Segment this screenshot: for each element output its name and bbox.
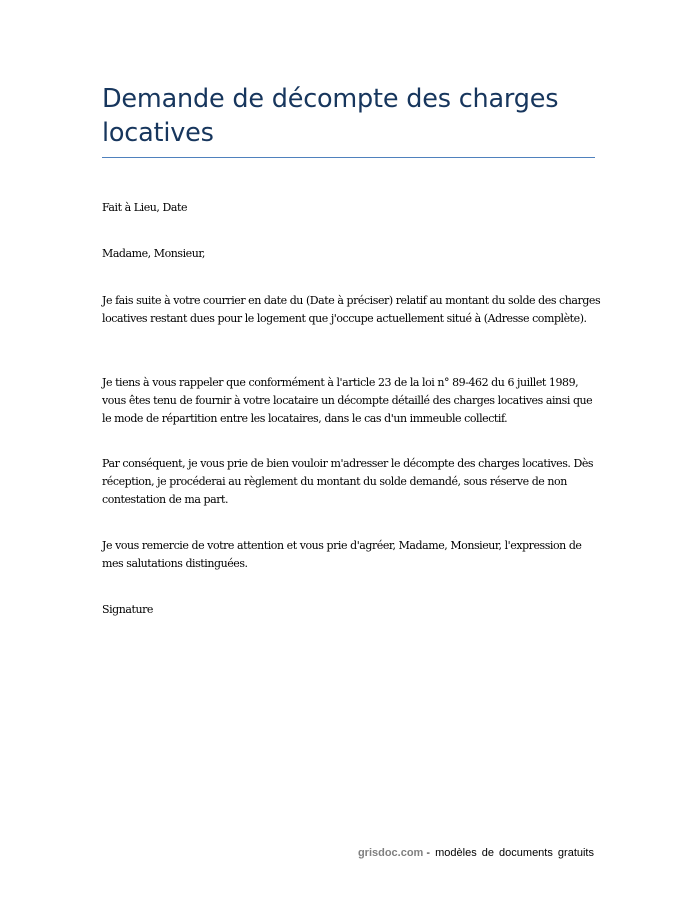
footer-tagline: - modèles de documents gratuits bbox=[426, 847, 594, 859]
signature-line: Signature bbox=[102, 603, 153, 616]
place-date-line: Fait à Lieu, Date bbox=[102, 201, 188, 214]
document-title: Demande de décompte des charges locatives bbox=[102, 84, 559, 148]
paragraph-4: Je vous remercie de votre attention et vous prie d'agréer, Madame, Monsieur, l'expression de mes salutations distinguées. bbox=[102, 539, 582, 570]
greeting: Madame, Monsieur, bbox=[102, 247, 205, 260]
title-divider bbox=[102, 157, 595, 158]
footer bbox=[300, 846, 594, 860]
footer-site-link[interactable]: grisdoc.com bbox=[357, 847, 424, 859]
paragraph-3: Par conséquent, je vous prie de bien vouloir m'adresser le décompte des charges locatives. Dès réception, je procéderai au règlement du montant du solde demandé, sous réserve de non contestation de ma part. bbox=[102, 457, 594, 506]
paragraph-1: Je fais suite à votre courrier en date du (Date à préciser) relatif au montant du solde des charges locatives restant dues pour le logement que j'occupe actuellement situé à (Adresse complète). bbox=[102, 294, 601, 325]
paragraph-2: Je tiens à vous rappeler que conformément à l'article 23 de la loi n° 89-462 du 6 juillet 1989, vous êtes tenu de fournir à votre locataire un décompte détaillé des charges locatives ainsi que le mode de répartition entre les locataires, dans le cas d'un immeuble collectif. bbox=[102, 376, 593, 425]
